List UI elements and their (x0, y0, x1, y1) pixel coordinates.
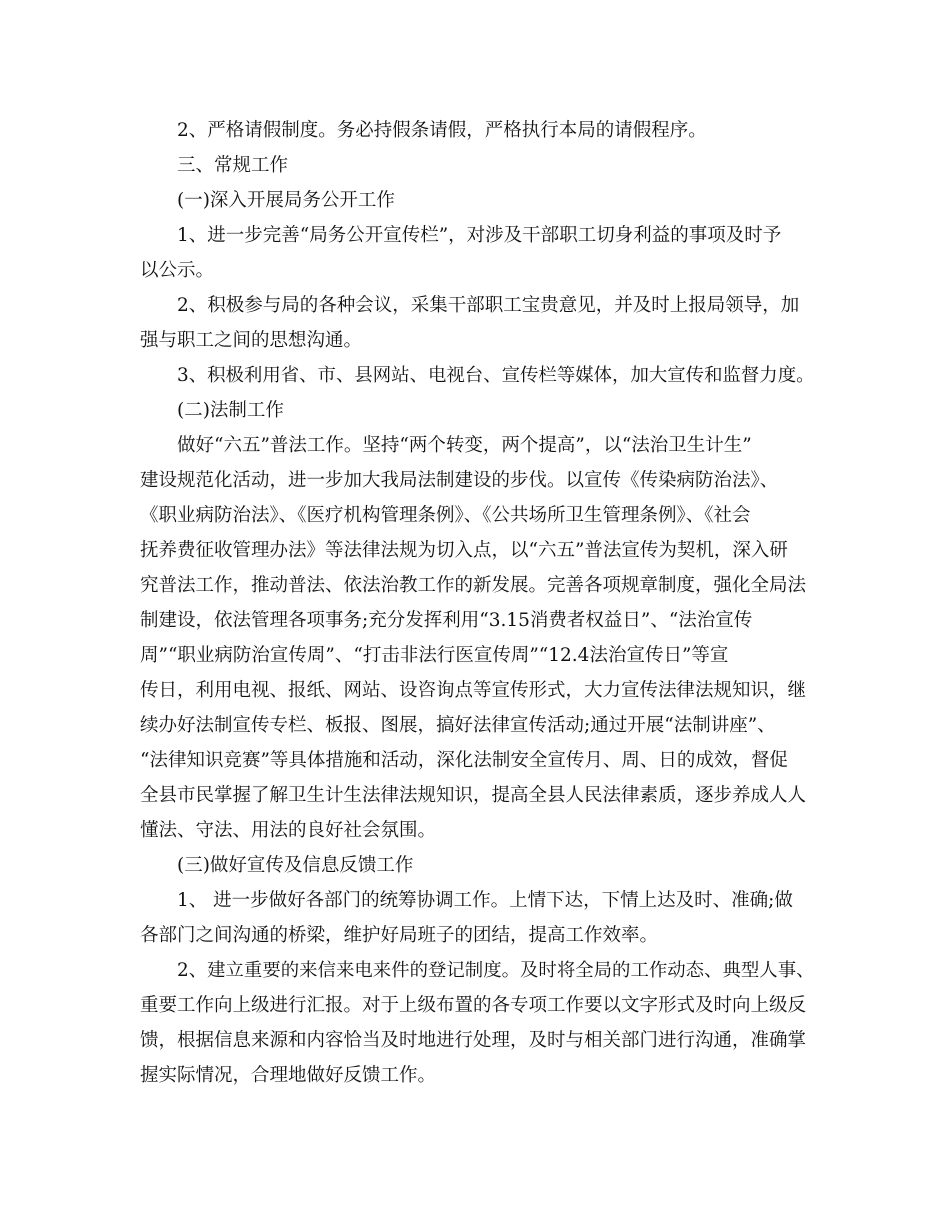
paragraph-line: 周”“职业病防治宣传周”、“打击非法行医宣传周”“12.4法治宣传日”等宣 (140, 645, 729, 666)
paragraph-first-line: 2、严格请假制度。务必持假条请假，严格执行本局的请假程序。 (177, 120, 707, 141)
document-body (140, 113, 815, 1093)
paragraph-line: 强与职工之间的思想沟通。 (140, 330, 363, 351)
paragraph-first-line: 2、积极参与局的各种会议，采集干部职工宝贵意见，并及时上报局领导，加 (177, 295, 800, 316)
paragraph-first-line: 1、进一步完善“局务公开宣传栏”，对涉及干部职工切身利益的事项及时予 (177, 225, 782, 246)
paragraph-line: 懂法、守法、用法的良好社会氛围。 (140, 820, 437, 841)
paragraph-line: 究普法工作，推动普法、依法治教工作的新发展。完善各项规章制度，强化全局法 (140, 575, 807, 596)
paragraph-line: 馈，根据信息来源和内容恰当及时地进行处理，及时与相关部门进行沟通，准确掌 (140, 1030, 807, 1051)
paragraph-first-line: (一)深入开展局务公开工作 (177, 190, 395, 211)
paragraph-line: 重要工作向上级进行汇报。对于上级布置的各专项工作要以文字形式及时向上级反 (140, 995, 807, 1016)
paragraph-first-line: (二)法制工作 (177, 400, 284, 421)
paragraph-first-line: (三)做好宣传及信息反馈工作 (177, 855, 414, 876)
paragraph-line: 制建设，依法管理各项事务;充分发挥利用“3.15消费者权益日”、“法治宣传 (140, 610, 753, 631)
paragraph-first-line: 2、建立重要的来信来电来件的登记制度。及时将全局的工作动态、典型人事、 (177, 960, 815, 981)
paragraph-first-line: 三、常规工作 (177, 155, 289, 176)
paragraph-first-line: 3、积极利用省、市、县网站、电视台、宣传栏等媒体，加大宣传和监督力度。 (177, 365, 815, 386)
paragraph-line: 建设规范化活动，进一步加大我局法制建设的步伐。以宣传《传染病防治法》、 (140, 470, 779, 491)
paragraph-line: 续办好法制宣传专栏、板报、图展，搞好法律宣传活动;通过开展“法制讲座”、 (140, 715, 776, 736)
paragraph-first-line: 1、 进一步做好各部门的统筹协调工作。上情下达，下情上达及时、准确;做 (177, 890, 793, 911)
paragraph-line: 握实际情况，合理地做好反馈工作。 (140, 1065, 437, 1086)
paragraph-line: 以公示。 (140, 260, 215, 281)
paragraph-line: 《职业病防治法》、《医疗机构管理条例》、《公共场所卫生管理条例》、《社会 (140, 505, 751, 526)
paragraph-line: 传日，利用电视、报纸、网站、设咨询点等宣传形式，大力宣传法律法规知识，继 (140, 680, 807, 701)
paragraph-first-line: 做好“六五”普法工作。坚持“两个转变，两个提高”，以“法治卫生计生” (177, 435, 752, 456)
paragraph-line: 全县市民掌握了解卫生计生法律法规知识，提高全县人民法律素质，逐步养成人人 (140, 785, 807, 806)
paragraph-line: “法律知识竞赛”等具体措施和活动，深化法制安全宣传月、周、日的成效，督促 (140, 750, 788, 771)
paragraph-line: 抚养费征收管理办法》等法律法规为切入点，以“六五”普法宣传为契机，深入研 (140, 540, 788, 561)
paragraph-line: 各部门之间沟通的桥梁，维护好局班子的团结，提高工作效率。 (140, 925, 659, 946)
